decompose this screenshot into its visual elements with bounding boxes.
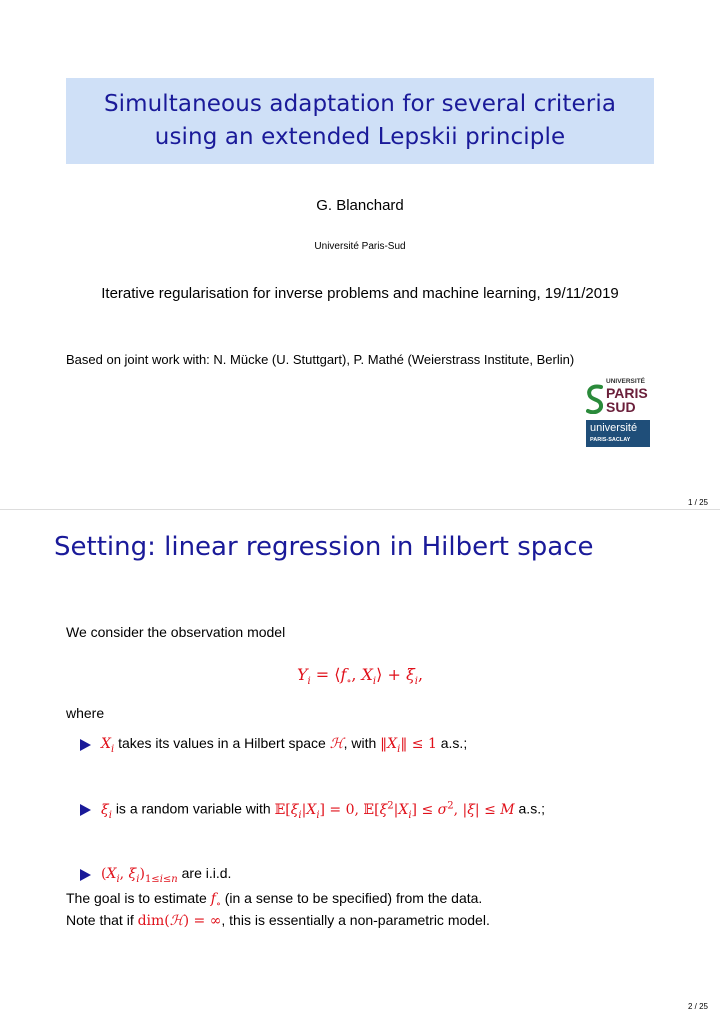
goal-line — [66, 890, 482, 910]
logo-top-text: UNIVERSITÉ — [606, 378, 646, 385]
math-dim-infinite: dim(ℋ) = ∞ — [137, 913, 222, 929]
author: G. Blanchard — [316, 197, 404, 214]
logo-saclay-text: PARIS-SACLAY — [590, 437, 631, 443]
goal-text-2: (in a sense to be specified) from the data. — [224, 890, 483, 906]
page-number: 2 / 25 — [687, 1002, 708, 1011]
bullet-icon — [80, 739, 91, 751]
model-equation: $Y_i$ = $⟨f_\circ$, $X_i⟩ + \xi_i$, — [296, 665, 424, 688]
goal-text-1: The goal is to estimate — [66, 890, 207, 906]
setting-slide — [0, 510, 720, 1019]
logo-universite-text: université — [590, 422, 638, 434]
page-number: 1 / 25 — [687, 498, 708, 507]
note-text-1: Note that if — [66, 912, 134, 928]
bullet-2-text-3: a.s.; — [518, 800, 545, 817]
presentation-title-line1: Simultaneous adaptation for several criteria — [103, 91, 617, 117]
affiliation: Université Paris-Sud — [314, 241, 406, 252]
paris-sud-logo — [586, 378, 652, 416]
bullet-2 — [101, 800, 545, 820]
logo-sud-text: SUD — [606, 399, 636, 415]
joint-work-line: Based on joint work with: N. Mücke (U. Stuttgart), P. Mathé (Weierstrass Institute, Berlin) — [66, 352, 575, 367]
title-slide — [0, 0, 720, 509]
paris-sud-mark-icon — [586, 384, 603, 414]
bullet-1 — [101, 735, 467, 755]
logo-paris-text: PARIS — [606, 385, 648, 401]
bullet-1-text-3: a.s.; — [440, 735, 468, 751]
bullet-icon — [80, 869, 91, 881]
math-norm-bound: $‖X_i‖ \le 1$ — [380, 736, 437, 755]
math-noise-conditions: $𝔼[\xi_i|X_i] = 0$, $𝔼[\xi^2|X_i] \le \sigma^2$, |ξ| ≤ M — [274, 800, 515, 821]
bullet-2-text-1: is a random variable with — [115, 800, 271, 817]
note-text-2: , this is essentially a non-parametric model. — [221, 912, 490, 928]
title-box — [66, 78, 654, 164]
event-line: Iterative regularisation for inverse problems and machine learning, 19/11/2019 — [101, 285, 619, 302]
math-xi: $X_i$ — [101, 736, 115, 755]
bullet-icon — [80, 804, 91, 816]
math-f: $f_\circ$ — [210, 891, 221, 910]
math-iid-pairs: ($X_i$, $\xi_i)_{1\le i\le n}$ — [101, 866, 178, 885]
intro-text: We consider the observation model — [66, 624, 286, 640]
presentation-title-line2: using an extended Lepskii principle — [154, 124, 566, 150]
note-line — [66, 912, 490, 929]
bullet-3 — [101, 865, 231, 885]
bullet-1-text-1: takes its values in a Hilbert space — [118, 735, 326, 751]
math-xi-noise: $\xi_i$ — [101, 801, 112, 821]
bullet-1-text-2: , with — [343, 735, 377, 751]
paris-saclay-logo — [586, 420, 650, 447]
frame-title: Setting: linear regression in Hilbert space — [54, 532, 594, 562]
bullet-3-text: are i.i.d. — [181, 865, 232, 881]
where-text: where — [66, 705, 105, 721]
math-hilbert-h: ℋ — [329, 736, 344, 752]
